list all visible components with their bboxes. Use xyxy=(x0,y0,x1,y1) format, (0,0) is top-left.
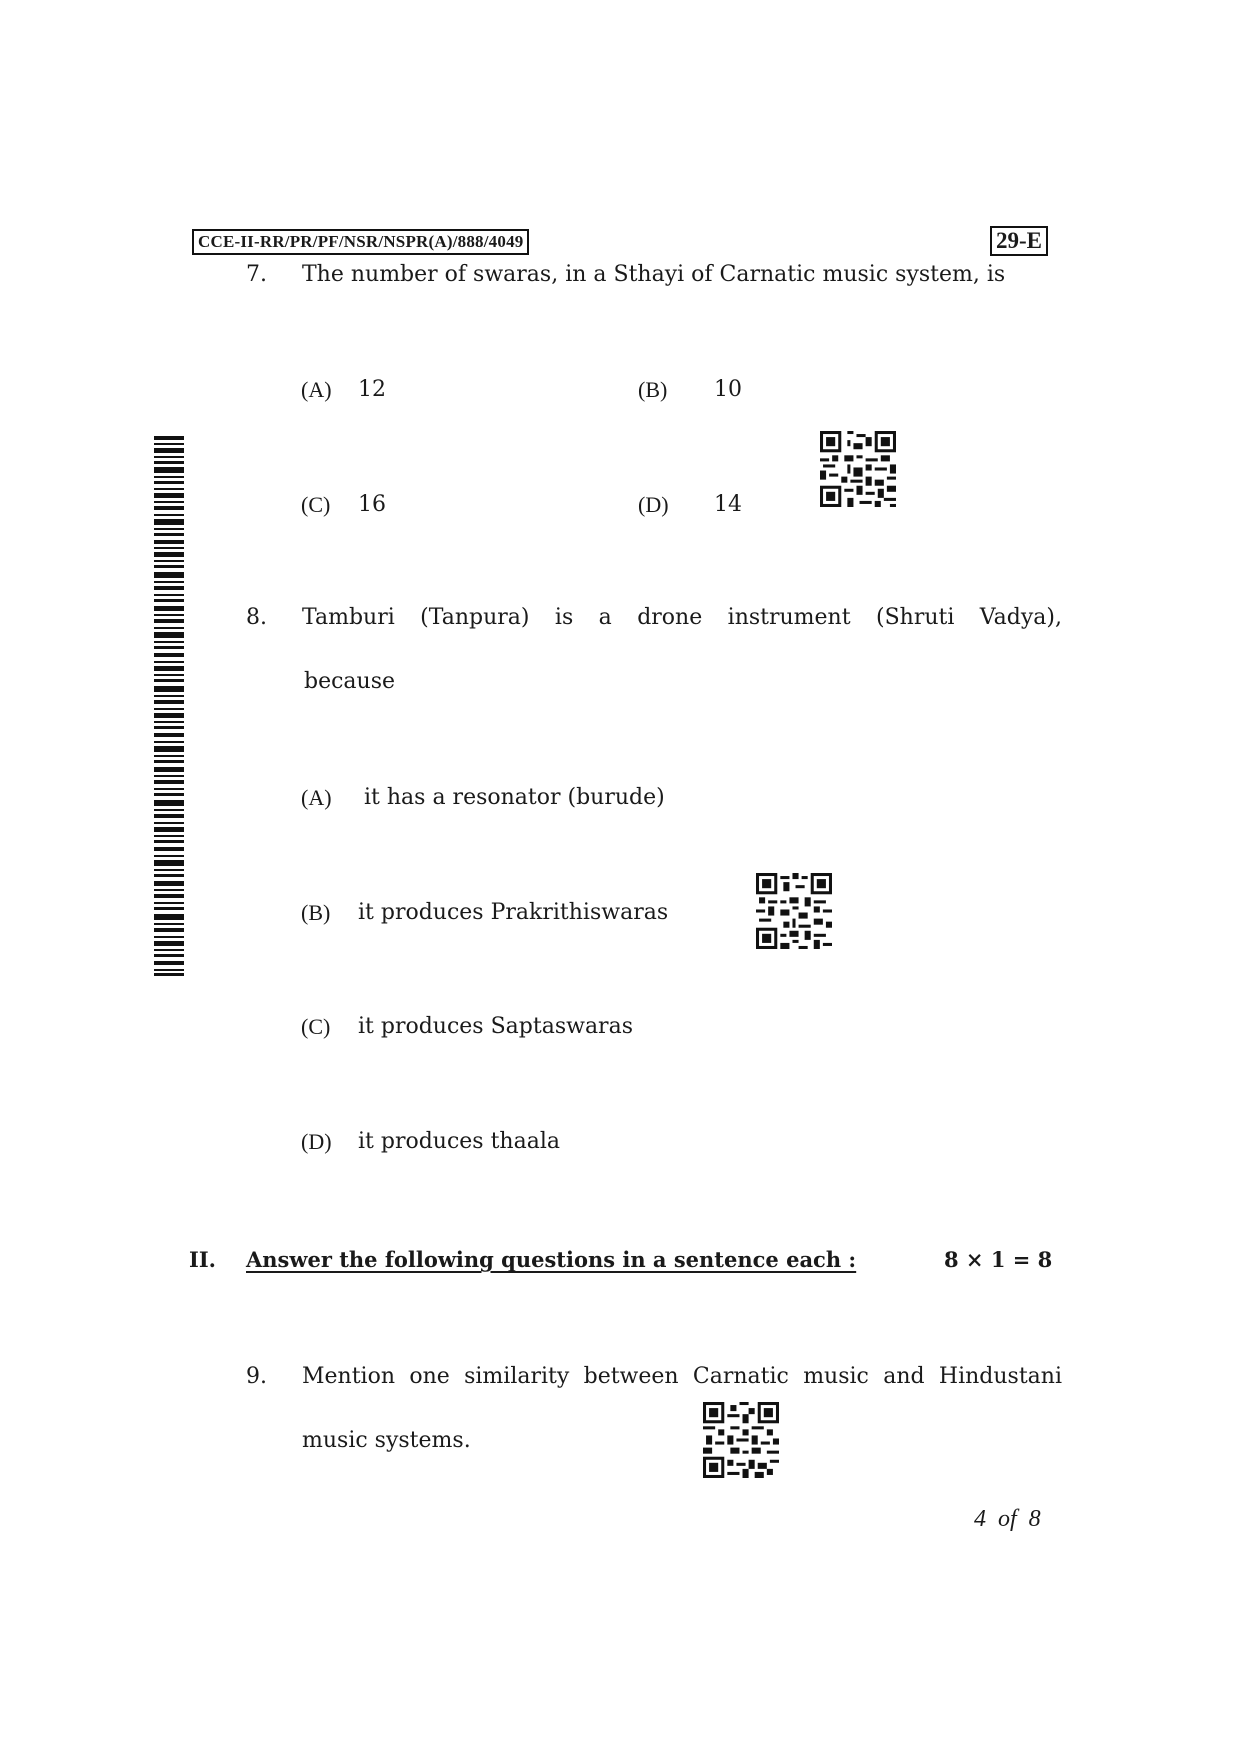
q8-option-d-label: (D) xyxy=(301,1129,332,1154)
qr-code-graphic xyxy=(756,873,832,949)
q8-option-c-text: it produces Saptaswaras xyxy=(358,1014,633,1039)
q8-option-b-label: (B) xyxy=(301,900,331,925)
q7-option-b-label: (B) xyxy=(638,377,668,402)
paper-tag-box: 29-E xyxy=(990,226,1048,256)
q7-option-c-text: 16 xyxy=(358,492,386,517)
q8-option-d-text: it produces thaala xyxy=(358,1129,560,1154)
section-title: Answer the following questions in a sentence each : xyxy=(246,1247,857,1272)
question-7-text: The number of swaras, in a Sthayi of Carnatic music system, is xyxy=(302,262,1006,287)
question-7-number: 7. xyxy=(246,262,267,287)
barcode-graphic xyxy=(154,436,184,976)
exam-code-box: CCE-II-RR/PR/PF/NSR/NSPR(A)/888/4049 xyxy=(192,229,529,255)
qr-code-graphic xyxy=(820,431,896,507)
question-9-number: 9. xyxy=(246,1364,267,1389)
question-8-number: 8. xyxy=(246,605,267,630)
q7-option-a-label: (A) xyxy=(301,377,332,402)
q8-option-b-text: it produces Prakrithiswaras xyxy=(358,900,669,925)
section-marks: 8 × 1 = 8 xyxy=(944,1247,1053,1272)
question-9-text-line2: music systems. xyxy=(302,1428,471,1453)
q7-option-d-text: 14 xyxy=(714,492,742,517)
question-9-text-line1: Mention one similarity between Carnatic music and Hindustani xyxy=(302,1364,1062,1389)
question-8-text-line1: Tamburi (Tanpura) is a drone instrument (Shruti Vadya), xyxy=(302,605,1062,630)
page-number: 4 of 8 xyxy=(974,1506,1041,1532)
section-number: II. xyxy=(189,1247,216,1272)
q7-option-d-label: (D) xyxy=(638,492,669,517)
q7-option-c-label: (C) xyxy=(301,492,331,517)
q7-option-a-text: 12 xyxy=(358,377,386,402)
question-8-text-line2: because xyxy=(304,669,396,694)
q8-option-a-label: (A) xyxy=(301,785,332,810)
q8-option-a-text: it has a resonator (burude) xyxy=(364,785,665,810)
q8-option-c-label: (C) xyxy=(301,1014,331,1039)
q7-option-b-text: 10 xyxy=(714,377,742,402)
qr-code-graphic xyxy=(703,1402,779,1478)
